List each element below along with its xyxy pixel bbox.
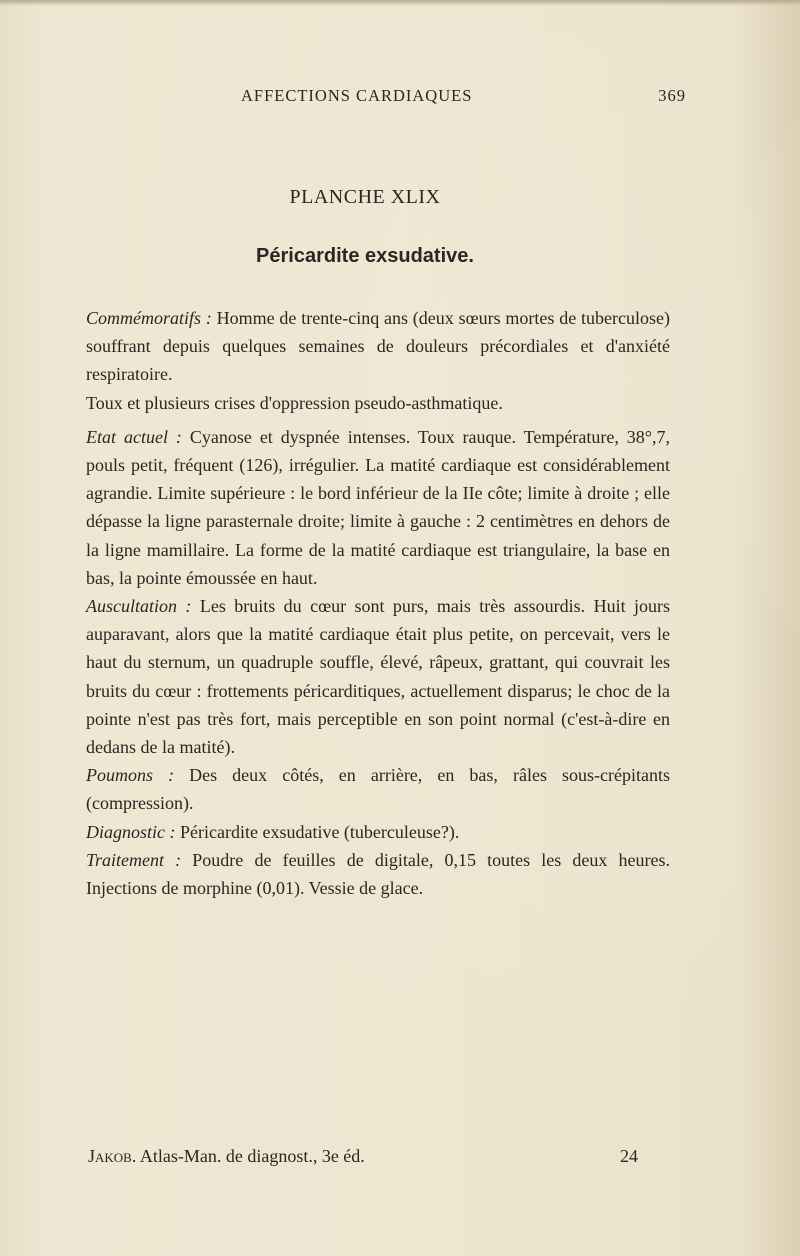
paragraph-text: Péricardite exsudative (tuberculeuse?). bbox=[175, 821, 460, 842]
paragraph-text: Homme de trente-cinq ans (deux sœurs mortes de tuberculose) souffrant depuis quelques semaines de douleurs précordiales et d'anxiété respiratoire. bbox=[86, 308, 670, 385]
paragraph-lead: Diagnostic : bbox=[86, 821, 176, 842]
footer-citation bbox=[88, 1146, 365, 1167]
paragraph-text: Les bruits du cœur sont purs, mais très assourdis. Huit jours auparavant, alors que la matité cardiaque était plus petite, on percevait, vers le haut du sternum, un quadruple souffle, élevé, râpeux, grattant, qui couvrait les bruits du cœur : frottements péricarditiques, actuellement disparus; le choc de la pointe n'est pas très fort, mais perceptible en son point normal (c'est-à-dire en dedans de la matité). bbox=[86, 596, 670, 758]
footer-citation-text: Atlas-Man. de diagnost., 3e éd. bbox=[136, 1146, 365, 1166]
section-title: Péricardite exsudative. bbox=[256, 245, 474, 267]
paragraph-commemoratifs bbox=[86, 304, 670, 389]
paragraph-auscultation bbox=[86, 592, 670, 761]
paragraph-etat-actuel bbox=[86, 423, 670, 592]
paragraph-text: Des deux côtés, en arrière, en bas, râles sous-crépitants (compression). bbox=[86, 765, 670, 814]
paragraph-diagnostic bbox=[86, 818, 670, 846]
plate-title: PLANCHE XLIX bbox=[289, 186, 441, 208]
paragraph-poumons bbox=[86, 761, 670, 817]
paragraph-text: Toux et plusieurs crises d'oppression pseudo-asthmatique. bbox=[86, 392, 503, 413]
running-header bbox=[0, 86, 800, 110]
paragraph-text: Poudre de feuilles de digitale, 0,15 toutes les deux heures. Injections de morphine (0,01). Vessie de glace. bbox=[86, 849, 670, 899]
page-footer bbox=[0, 1146, 800, 1172]
paragraph-lead: Etat actuel : bbox=[86, 426, 182, 447]
page-number: 369 bbox=[658, 86, 686, 105]
paragraph-lead: Commémoratifs : bbox=[86, 308, 212, 328]
running-title: AFFECTIONS CARDIAQUES bbox=[241, 86, 473, 105]
footer-author: Jakob. bbox=[88, 1146, 137, 1166]
paragraph-lead: Auscultation : bbox=[86, 596, 192, 617]
paragraph-traitement bbox=[86, 846, 670, 902]
paragraph-lead: Poumons : bbox=[86, 765, 175, 786]
paragraph-toux bbox=[86, 389, 670, 417]
body-text bbox=[86, 304, 670, 902]
signature-mark: 24 bbox=[620, 1146, 638, 1166]
paragraph-lead: Traitement : bbox=[86, 849, 182, 870]
paragraph-text: Cyanose et dyspnée intenses. Toux rauque. Température, 38°,7, pouls petit, fréquent (126), irrégulier. La matité cardiaque est considérablement agrandie. Limite supérieure : le bord inférieur de la IIe côte; limite à droite ; elle dépasse la ligne parasternale droite; limite à gauche : 2 centimètres en dehors de la ligne mamillaire. La forme de la matité cardiaque est triangulaire, la base en bas, la pointe émoussée en haut. bbox=[86, 426, 670, 588]
page-top-edge bbox=[0, 0, 800, 6]
